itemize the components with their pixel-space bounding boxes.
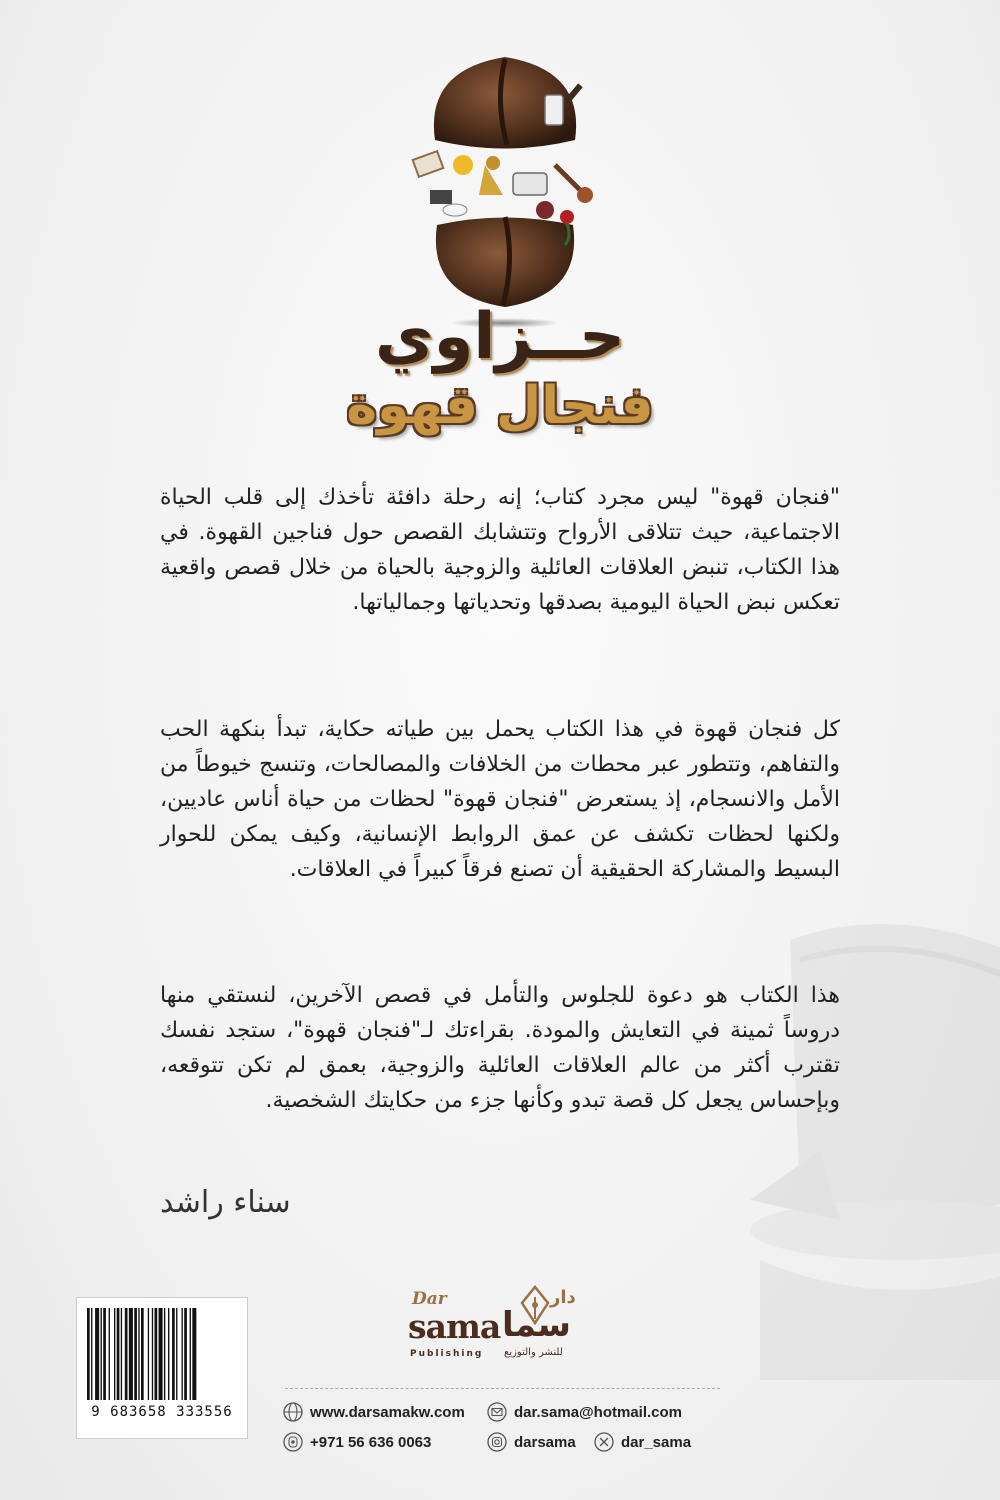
logo-publishing-en: Publishing xyxy=(410,1349,484,1359)
x-text: dar_sama xyxy=(621,1433,692,1451)
phone-text: +971 56 636 0063 xyxy=(310,1433,432,1451)
barcode-bar xyxy=(159,1308,163,1400)
barcode-bar xyxy=(192,1308,196,1400)
barcode-number: 9 683658 333556 xyxy=(91,1404,233,1420)
blurb-paragraph-3: هذا الكتاب هو دعوة للجلوس والتأمل في قصص الآخرين، لنستقي منها دروساً ثمينة في التعايش والمودة. بقراءتك لـ"فنجان قهوة"، ستجد نفسك تقترب أكثر من عالم العلاقات العائلية والزوجية، بعمق لم تكن تتوقعه، وبإحساس يجعل كل قصة تبدو وكأنها جزء من حكايتك الشخصية. xyxy=(160,983,840,1113)
contact-instagram[interactable] xyxy=(487,1432,576,1452)
book-title-sub: فنجال قهوة xyxy=(346,376,654,436)
barcode-bar xyxy=(129,1308,133,1400)
barcode-bar xyxy=(138,1308,139,1400)
barcode-bar xyxy=(184,1308,187,1400)
barcode-bar xyxy=(190,1308,191,1400)
barcode-bar xyxy=(155,1308,158,1400)
contact-email[interactable] xyxy=(487,1402,682,1422)
logo-dar-ar: دار xyxy=(550,1287,576,1308)
barcode-bar xyxy=(134,1308,137,1400)
barcode-bar xyxy=(121,1308,122,1400)
barcode-bar xyxy=(152,1308,153,1400)
barcode-bar xyxy=(148,1308,149,1400)
barcode-bar xyxy=(176,1308,177,1400)
barcode-bar xyxy=(95,1308,99,1400)
instagram-text: darsama xyxy=(514,1433,576,1451)
coffee-bean-illustration xyxy=(395,45,615,330)
barcode-bar xyxy=(91,1308,92,1400)
barcode-bar xyxy=(101,1308,102,1400)
blurb-paragraph-1: "فنجان قهوة" ليس مجرد كتاب؛ إنه رحلة دافئة تأخذك إلى قلب الحياة الاجتماعية، حيث تتلاقى الأرواح وتتشابك القصص حول فناجين القهوة. في هذا الكتاب، تنبض العلاقات العائلية والزوجية بالحياة من خلال قصص واقعية تعكس نبض الحياة اليومية بصدقها وتحدياتها وجمالياتها. xyxy=(160,485,840,615)
contact-x[interactable] xyxy=(594,1432,691,1452)
globe-icon xyxy=(283,1402,303,1422)
barcode-bars xyxy=(85,1308,239,1400)
barcode-bar xyxy=(109,1308,110,1400)
email-icon xyxy=(487,1402,507,1422)
logo-publishing-ar: للنشر والتوزيع xyxy=(504,1347,563,1358)
barcode-bar xyxy=(125,1308,128,1400)
book-title-main: حــزاوي xyxy=(374,300,626,374)
barcode-bar xyxy=(182,1308,183,1400)
barcode-bar xyxy=(172,1308,175,1400)
barcode-bar xyxy=(114,1308,115,1400)
logo-sama-en: sama xyxy=(408,1307,501,1346)
barcode-bar xyxy=(87,1308,90,1400)
website-text: www.darsamakw.com xyxy=(310,1403,465,1421)
publisher-logo xyxy=(400,1285,640,1380)
x-icon xyxy=(594,1432,614,1452)
author-signature: سناء راشد xyxy=(160,1185,291,1220)
barcode-bar xyxy=(103,1308,106,1400)
logo-dar-en: Dar xyxy=(412,1289,447,1309)
isbn-barcode xyxy=(76,1297,248,1439)
instagram-icon xyxy=(487,1432,507,1452)
logo-sama-ar: سما xyxy=(502,1305,571,1345)
contact-phone[interactable] xyxy=(283,1432,431,1452)
barcode-bar xyxy=(164,1308,165,1400)
coffee-cup-illustration xyxy=(730,900,1000,1380)
barcode-bar xyxy=(168,1308,169,1400)
barcode-bar xyxy=(117,1308,120,1400)
contact-divider xyxy=(285,1388,720,1389)
email-text: dar.sama@hotmail.com xyxy=(514,1403,683,1421)
phone-icon xyxy=(283,1432,303,1452)
contact-website[interactable] xyxy=(283,1402,465,1422)
barcode-bar xyxy=(141,1308,144,1400)
blurb-paragraph-2: كل فنجان قهوة في هذا الكتاب يحمل بين طياته حكاية، تبدأ بنكهة الحب والتفاهم، وتتطور عبر محطات من الخلافات والمصالحات، وتنسج خيوطاً من الأمل والانسجام، إذ يستعرض "فنجان قهوة" لحظات من حياة أناس عاديين، ولكنها لحظات تكشف عن عمق الروابط الإنسانية، وكيف يمكن للحوار البسيط والمشاركة الحقيقية أن تصنع فرقاً كبيراً في العلاقات. xyxy=(160,717,840,882)
